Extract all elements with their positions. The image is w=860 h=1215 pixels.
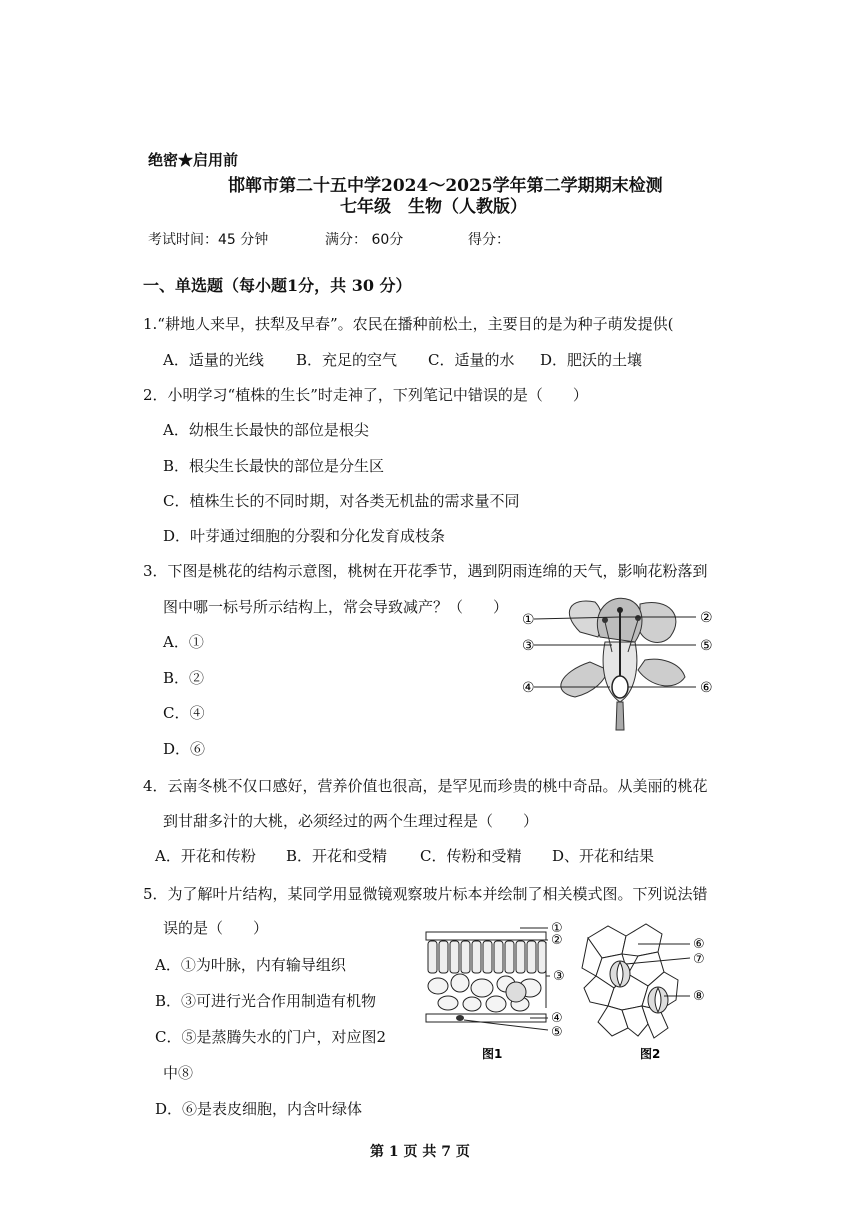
q4-stem-line1: 4．云南冬桃不仅口感好，营养价值也很高，是罕见而珍贵的桃中奇品。从美丽的桃花 xyxy=(143,777,708,795)
q2-option-d: D．叶芽通过细胞的分裂和分化发育成枝条 xyxy=(163,527,446,545)
q1-option-a: A．适量的光线 xyxy=(163,351,264,369)
flower-label-5: ⑤ xyxy=(700,638,713,654)
exam-time: 考试时间：45 分钟 xyxy=(148,232,269,248)
leaf-label-2: ② xyxy=(551,933,563,948)
leaf-section-figure-1 xyxy=(420,918,570,1068)
q5-option-c-cont: 中⑧ xyxy=(163,1064,194,1082)
q2-stem: 2．小明学习“植株的生长”时走神了，下列笔记中错误的是（ ） xyxy=(143,386,588,404)
q2-option-a: A．幼根生长最快的部位是根尖 xyxy=(163,421,369,439)
petal-shape xyxy=(640,603,676,643)
peach-flower-figure xyxy=(520,592,720,732)
q4-option-c: C．传粉和受精 xyxy=(420,847,522,865)
q3-option-c: C．④ xyxy=(163,704,205,722)
secret-mark: 绝密★启用前 xyxy=(148,151,239,169)
score-field: 得分： xyxy=(468,232,510,248)
q3-option-b: B．② xyxy=(163,669,205,687)
flower-label-3: ③ xyxy=(522,638,535,654)
exam-title: 邯郸市第二十五中学2024～2025学年第二学期期末检测 xyxy=(228,176,663,196)
q5-option-b: B．③可进行光合作用制造有机物 xyxy=(155,992,377,1010)
full-score: 满分： 60分 xyxy=(325,232,404,248)
leaf-label-3: ③ xyxy=(553,969,565,984)
upper-epidermis xyxy=(426,932,546,940)
lower-epidermis xyxy=(426,1014,546,1022)
q4-stem-line2: 到甘甜多汁的大桃，必须经过的两个生理过程是（ ） xyxy=(163,812,539,830)
q4-option-d: D、开花和结果 xyxy=(552,847,655,865)
anther-shape xyxy=(635,615,641,621)
petal-shape xyxy=(638,659,685,686)
flower-label-4: ④ xyxy=(522,680,535,696)
leaf-label-1: ① xyxy=(551,921,563,936)
q3-stem-line1: 3．下图是桃花的结构示意图，桃树在开花季节，遇到阴雨连绵的天气，影响花粉落到 xyxy=(143,562,708,580)
fig1-caption: 图1 xyxy=(482,1047,503,1061)
palisade-layer xyxy=(428,941,546,973)
ovary-shape xyxy=(612,676,628,698)
q5-stem-line1: 5．为了解叶片结构，某同学用显微镜观察玻片标本并绘制了相关模式图。下列说法错 xyxy=(143,885,708,903)
q5-option-a: A．①为叶脉，内有输导组织 xyxy=(155,956,346,974)
epidermis-label-7: ⑦ xyxy=(693,952,705,967)
leaf-label-5: ⑤ xyxy=(551,1025,563,1040)
section-title: 一、单选题（每小题1分，共 30 分） xyxy=(143,276,412,295)
q1-option-c: C．适量的水 xyxy=(428,351,515,369)
q4-option-b: B．开花和受精 xyxy=(286,847,388,865)
petal-shape xyxy=(561,662,608,697)
q2-option-c: C．植株生长的不同时期，对各类无机盐的需求量不同 xyxy=(163,492,520,510)
flower-label-2: ② xyxy=(700,610,713,626)
q5-stem-line2: 误的是（ ） xyxy=(163,919,269,937)
q3-option-d: D．⑥ xyxy=(163,740,206,758)
q5-option-c: C．⑤是蒸腾失水的门户，对应图2 xyxy=(155,1028,387,1046)
leaf-label-4: ④ xyxy=(551,1011,563,1026)
epidermis-label-8: ⑧ xyxy=(693,989,705,1004)
leaf-epidermis-figure-2 xyxy=(578,918,723,1068)
epidermis-label-6: ⑥ xyxy=(693,937,705,952)
q3-stem-line2: 图中哪一标号所示结构上，常会导致减产？（ ） xyxy=(163,598,509,616)
q2-option-b: B．根尖生长最快的部位是分生区 xyxy=(163,457,385,475)
q5-option-d: D．⑥是表皮细胞，内含叶绿体 xyxy=(155,1100,363,1118)
vein-bundle xyxy=(506,982,526,1002)
page-number: 第 1 页 共 7 页 xyxy=(370,1144,470,1160)
petal-shape xyxy=(569,601,601,637)
fig2-caption: 图2 xyxy=(640,1047,661,1061)
flower-label-6: ⑥ xyxy=(700,680,713,696)
q1-stem: 1.“耕地人来早，扶犁及早春”。农民在播种前松土，主要目的是为种子萌发提供( xyxy=(143,315,674,333)
q1-option-d: D．肥沃的土壤 xyxy=(540,351,643,369)
q4-option-a: A．开花和传粉 xyxy=(155,847,256,865)
q3-option-a: A．① xyxy=(163,633,204,651)
stoma-shape xyxy=(456,1015,464,1021)
q1-option-b: B．充足的空气 xyxy=(296,351,398,369)
stigma-shape xyxy=(617,607,623,613)
epidermal-cells xyxy=(582,924,678,1038)
exam-subtitle: 七年级 生物（人教版） xyxy=(340,197,527,217)
anther-shape xyxy=(602,617,608,623)
stem-shape xyxy=(616,702,624,730)
flower-label-1: ① xyxy=(522,612,535,628)
